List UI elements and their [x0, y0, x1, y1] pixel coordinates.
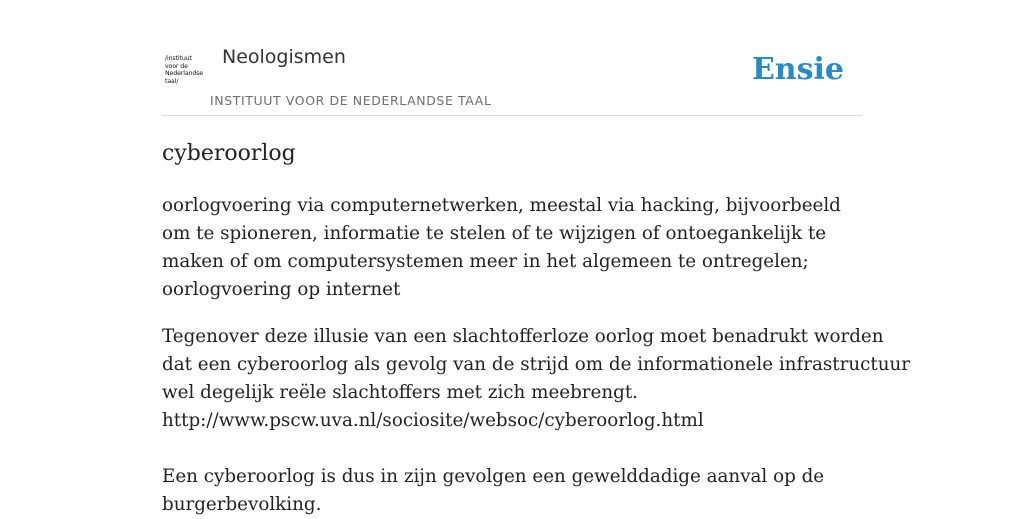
- page: [162, 0, 910, 515]
- ivdnt-logo[interactable]: [165, 55, 209, 89]
- logo-line: Nederlandse: [165, 70, 204, 78]
- example-line: dat een cyberoorlog als gevolg van de strijd om de informationele infrastructuur: [162, 354, 910, 375]
- example-source-link[interactable]: http://www.pscw.uva.nl/sociosite/websoc/cyberoorlog.html: [162, 410, 704, 431]
- example-line: burgerbevolking.: [162, 494, 322, 515]
- ensie-logo[interactable]: Ensie: [751, 52, 844, 87]
- entry-definition: oorlogvoering via computernetwerken, meestal via hacking, bijvoorbeeld om te spioneren, informatie te stelen of te wijzigen of ontoegankelijk te maken of om computersystemen meer in het algemeen te ontregelen; oorlogvoering op internet: [162, 195, 841, 300]
- site-name[interactable]: Neologismen: [222, 46, 346, 68]
- entry-word: cyberoorlog: [162, 141, 296, 166]
- example-line: wel degelijk reële slachtoffers met zich meebrengt.: [162, 382, 638, 403]
- logo-line: taal/: [165, 77, 179, 85]
- example-spacer: [162, 435, 862, 463]
- entry-example: [162, 323, 910, 519]
- logo-line: /instituut: [165, 55, 192, 62]
- example-line: Tegenover deze illusie van een slachtofferloze oorlog moet benadrukt worden: [162, 326, 884, 347]
- example-line: Een cyberoorlog is dus in zijn gevolgen een gewelddadige aanval op de: [162, 466, 825, 487]
- logo-line: voor de: [165, 62, 188, 70]
- organization-name: INSTITUUT VOOR DE NEDERLANDSE TAAL: [210, 93, 492, 108]
- site-header: [162, 0, 862, 116]
